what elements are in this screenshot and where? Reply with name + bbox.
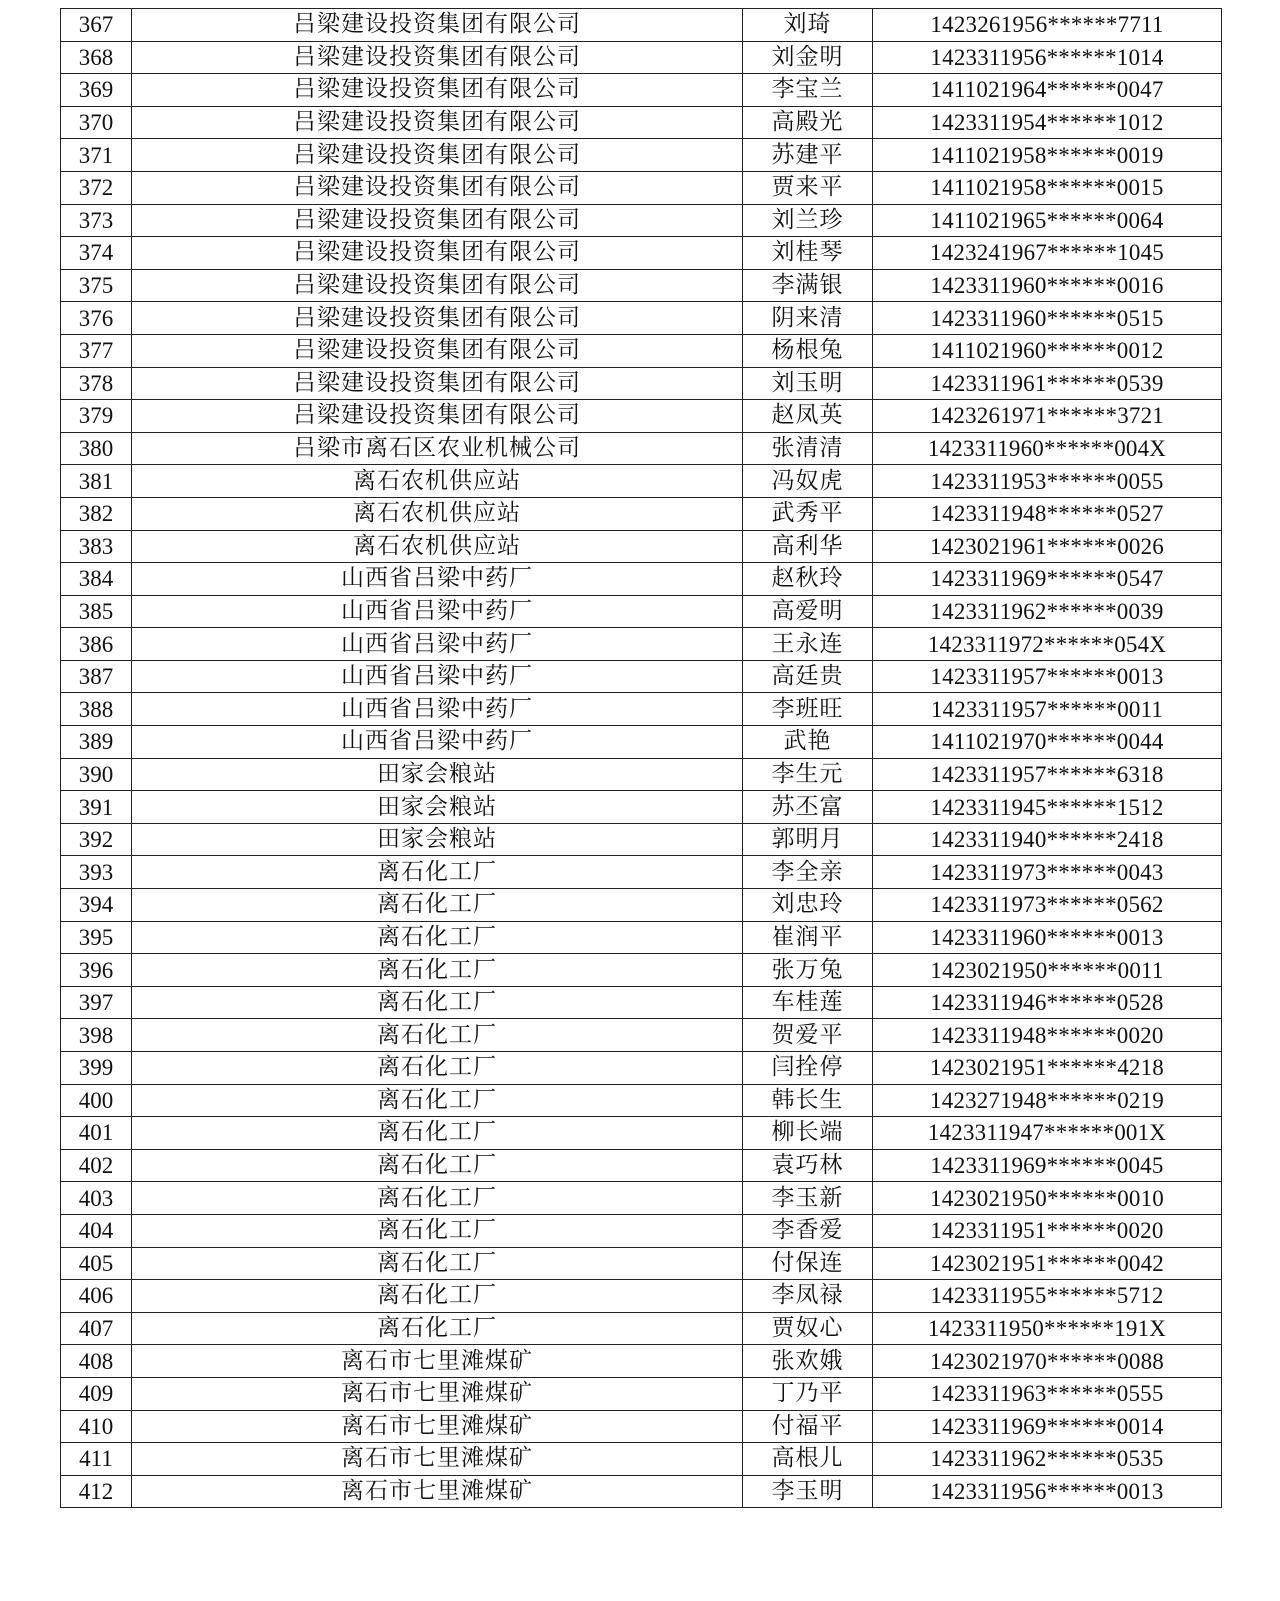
person-name: 李满银 [743, 269, 873, 302]
table-row [61, 171, 1222, 204]
id-number: 1423021951******0042 [873, 1247, 1222, 1280]
unit-name: 吕梁建设投资集团有限公司 [132, 302, 743, 335]
table-row [61, 791, 1222, 824]
row-number: 398 [61, 1019, 132, 1052]
table-row [61, 139, 1222, 172]
table-row [61, 1214, 1222, 1247]
id-number: 1423311945******1512 [873, 791, 1222, 824]
unit-name: 吕梁建设投资集团有限公司 [132, 400, 743, 433]
row-number: 385 [61, 595, 132, 628]
table-row [61, 1084, 1222, 1117]
id-number: 1423311954******1012 [873, 106, 1222, 139]
unit-name: 离石化工厂 [132, 921, 743, 954]
person-name: 袁巧林 [743, 1149, 873, 1182]
unit-name: 吕梁建设投资集团有限公司 [132, 269, 743, 302]
person-name: 苏丕富 [743, 791, 873, 824]
table-row [61, 269, 1222, 302]
person-name: 李凤禄 [743, 1280, 873, 1313]
id-number: 1423311972******054X [873, 628, 1222, 661]
person-name: 刘琦 [743, 9, 873, 42]
row-number: 379 [61, 400, 132, 433]
unit-name: 离石化工厂 [132, 889, 743, 922]
row-number: 392 [61, 823, 132, 856]
person-name: 崔润平 [743, 921, 873, 954]
unit-name: 离石化工厂 [132, 986, 743, 1019]
id-number: 1423311951******0020 [873, 1214, 1222, 1247]
id-number: 1423021951******4218 [873, 1052, 1222, 1085]
roster-table [60, 8, 1222, 1508]
id-number: 1411021960******0012 [873, 334, 1222, 367]
row-number: 384 [61, 563, 132, 596]
id-number: 1423021961******0026 [873, 530, 1222, 563]
id-number: 1423311940******2418 [873, 823, 1222, 856]
id-number: 1423261956******7711 [873, 9, 1222, 42]
id-number: 1411021958******0015 [873, 171, 1222, 204]
unit-name: 田家会粮站 [132, 823, 743, 856]
unit-name: 吕梁建设投资集团有限公司 [132, 74, 743, 107]
table-row [61, 1117, 1222, 1150]
row-number: 412 [61, 1475, 132, 1508]
row-number: 390 [61, 758, 132, 791]
unit-name: 山西省吕梁中药厂 [132, 726, 743, 759]
row-number: 406 [61, 1280, 132, 1313]
table-row [61, 1475, 1222, 1508]
table-row [61, 367, 1222, 400]
unit-name: 吕梁市离石区农业机械公司 [132, 432, 743, 465]
person-name: 贺爱平 [743, 1019, 873, 1052]
row-number: 367 [61, 9, 132, 42]
id-number: 1423311960******0515 [873, 302, 1222, 335]
table-row [61, 41, 1222, 74]
unit-name: 离石化工厂 [132, 954, 743, 987]
person-name: 刘玉明 [743, 367, 873, 400]
unit-name: 离石农机供应站 [132, 530, 743, 563]
id-number: 1411021965******0064 [873, 204, 1222, 237]
unit-name: 离石化工厂 [132, 1312, 743, 1345]
row-number: 407 [61, 1312, 132, 1345]
table-row [61, 1312, 1222, 1345]
unit-name: 离石化工厂 [132, 1214, 743, 1247]
id-number: 1423311957******0013 [873, 660, 1222, 693]
table-row [61, 758, 1222, 791]
table-row [61, 1280, 1222, 1313]
table-row [61, 334, 1222, 367]
person-name: 武艳 [743, 726, 873, 759]
unit-name: 离石农机供应站 [132, 465, 743, 498]
person-name: 李玉新 [743, 1182, 873, 1215]
person-name: 付福平 [743, 1410, 873, 1443]
id-number: 1423311957******6318 [873, 758, 1222, 791]
table-row [61, 1377, 1222, 1410]
person-name: 李全亲 [743, 856, 873, 889]
table-row [61, 628, 1222, 661]
row-number: 378 [61, 367, 132, 400]
table-row [61, 9, 1222, 42]
person-name: 高廷贵 [743, 660, 873, 693]
person-name: 贾来平 [743, 171, 873, 204]
row-number: 408 [61, 1345, 132, 1378]
row-number: 376 [61, 302, 132, 335]
unit-name: 吕梁建设投资集团有限公司 [132, 237, 743, 270]
unit-name: 离石市七里滩煤矿 [132, 1475, 743, 1508]
table-row [61, 1052, 1222, 1085]
table-row [61, 1019, 1222, 1052]
id-number: 1423311960******0013 [873, 921, 1222, 954]
table-row [61, 1149, 1222, 1182]
person-name: 刘忠玲 [743, 889, 873, 922]
row-number: 403 [61, 1182, 132, 1215]
row-number: 375 [61, 269, 132, 302]
row-number: 400 [61, 1084, 132, 1117]
id-number: 1423271948******0219 [873, 1084, 1222, 1117]
row-number: 404 [61, 1214, 132, 1247]
roster-table-body [61, 9, 1222, 1508]
person-name: 高利华 [743, 530, 873, 563]
row-number: 402 [61, 1149, 132, 1182]
table-row [61, 1410, 1222, 1443]
unit-name: 田家会粮站 [132, 758, 743, 791]
table-row [61, 693, 1222, 726]
row-number: 389 [61, 726, 132, 759]
person-name: 杨根兔 [743, 334, 873, 367]
person-name: 闫拴停 [743, 1052, 873, 1085]
table-row [61, 823, 1222, 856]
id-number: 1411021964******0047 [873, 74, 1222, 107]
person-name: 高殿光 [743, 106, 873, 139]
person-name: 刘金明 [743, 41, 873, 74]
unit-name: 离石市七里滩煤矿 [132, 1377, 743, 1410]
table-row [61, 74, 1222, 107]
table-row [61, 106, 1222, 139]
unit-name: 离石化工厂 [132, 1182, 743, 1215]
row-number: 391 [61, 791, 132, 824]
unit-name: 吕梁建设投资集团有限公司 [132, 334, 743, 367]
row-number: 393 [61, 856, 132, 889]
person-name: 阴来清 [743, 302, 873, 335]
table-row [61, 595, 1222, 628]
row-number: 387 [61, 660, 132, 693]
row-number: 373 [61, 204, 132, 237]
table-row [61, 497, 1222, 530]
row-number: 388 [61, 693, 132, 726]
row-number: 386 [61, 628, 132, 661]
person-name: 柳长端 [743, 1117, 873, 1150]
person-name: 张清清 [743, 432, 873, 465]
unit-name: 离石化工厂 [132, 1280, 743, 1313]
person-name: 赵秋玲 [743, 563, 873, 596]
table-row [61, 1182, 1222, 1215]
table-row [61, 1345, 1222, 1378]
table-row [61, 856, 1222, 889]
row-number: 380 [61, 432, 132, 465]
table-row [61, 400, 1222, 433]
person-name: 李香爱 [743, 1214, 873, 1247]
id-number: 1423311969******0547 [873, 563, 1222, 596]
row-number: 381 [61, 465, 132, 498]
row-number: 372 [61, 171, 132, 204]
person-name: 王永连 [743, 628, 873, 661]
person-name: 刘兰珍 [743, 204, 873, 237]
table-row [61, 954, 1222, 987]
person-name: 高根儿 [743, 1443, 873, 1476]
person-name: 贾奴心 [743, 1312, 873, 1345]
row-number: 401 [61, 1117, 132, 1150]
table-row [61, 726, 1222, 759]
id-number: 1423311960******0016 [873, 269, 1222, 302]
table-row [61, 530, 1222, 563]
unit-name: 吕梁建设投资集团有限公司 [132, 367, 743, 400]
person-name: 刘桂琴 [743, 237, 873, 270]
unit-name: 吕梁建设投资集团有限公司 [132, 139, 743, 172]
id-number: 1423311955******5712 [873, 1280, 1222, 1313]
id-number: 1423311946******0528 [873, 986, 1222, 1019]
id-number: 1423311960******004X [873, 432, 1222, 465]
row-number: 374 [61, 237, 132, 270]
unit-name: 吕梁建设投资集团有限公司 [132, 41, 743, 74]
person-name: 张欢娥 [743, 1345, 873, 1378]
unit-name: 吕梁建设投资集团有限公司 [132, 171, 743, 204]
person-name: 苏建平 [743, 139, 873, 172]
unit-name: 田家会粮站 [132, 791, 743, 824]
table-row [61, 986, 1222, 1019]
row-number: 399 [61, 1052, 132, 1085]
id-number: 1423311947******001X [873, 1117, 1222, 1150]
person-name: 李班旺 [743, 693, 873, 726]
row-number: 405 [61, 1247, 132, 1280]
row-number: 377 [61, 334, 132, 367]
id-number: 1423311950******191X [873, 1312, 1222, 1345]
row-number: 369 [61, 74, 132, 107]
unit-name: 离石化工厂 [132, 1084, 743, 1117]
id-number: 1423311963******0555 [873, 1377, 1222, 1410]
person-name: 冯奴虎 [743, 465, 873, 498]
unit-name: 离石市七里滩煤矿 [132, 1410, 743, 1443]
unit-name: 离石化工厂 [132, 1149, 743, 1182]
table-row [61, 465, 1222, 498]
row-number: 382 [61, 497, 132, 530]
row-number: 411 [61, 1443, 132, 1476]
person-name: 赵凤英 [743, 400, 873, 433]
unit-name: 山西省吕梁中药厂 [132, 660, 743, 693]
id-number: 1423311948******0527 [873, 497, 1222, 530]
unit-name: 山西省吕梁中药厂 [132, 595, 743, 628]
id-number: 1423311969******0045 [873, 1149, 1222, 1182]
unit-name: 离石化工厂 [132, 1117, 743, 1150]
row-number: 368 [61, 41, 132, 74]
unit-name: 离石化工厂 [132, 1052, 743, 1085]
table-row [61, 204, 1222, 237]
table-row [61, 432, 1222, 465]
unit-name: 离石农机供应站 [132, 497, 743, 530]
person-name: 丁乃平 [743, 1377, 873, 1410]
id-number: 1423021950******0010 [873, 1182, 1222, 1215]
unit-name: 离石市七里滩煤矿 [132, 1345, 743, 1378]
table-row [61, 921, 1222, 954]
id-number: 1423311962******0535 [873, 1443, 1222, 1476]
id-number: 1423311973******0043 [873, 856, 1222, 889]
id-number: 1423021970******0088 [873, 1345, 1222, 1378]
unit-name: 离石市七里滩煤矿 [132, 1443, 743, 1476]
person-name: 李玉明 [743, 1475, 873, 1508]
id-number: 1423311957******0011 [873, 693, 1222, 726]
row-number: 395 [61, 921, 132, 954]
table-row [61, 1247, 1222, 1280]
id-number: 1423241967******1045 [873, 237, 1222, 270]
row-number: 397 [61, 986, 132, 1019]
table-row [61, 302, 1222, 335]
person-name: 李生元 [743, 758, 873, 791]
unit-name: 吕梁建设投资集团有限公司 [132, 204, 743, 237]
person-name: 张万兔 [743, 954, 873, 987]
row-number: 394 [61, 889, 132, 922]
unit-name: 离石化工厂 [132, 856, 743, 889]
unit-name: 吕梁建设投资集团有限公司 [132, 106, 743, 139]
id-number: 1423311948******0020 [873, 1019, 1222, 1052]
row-number: 383 [61, 530, 132, 563]
table-row [61, 660, 1222, 693]
id-number: 1423311973******0562 [873, 889, 1222, 922]
unit-name: 山西省吕梁中药厂 [132, 563, 743, 596]
person-name: 武秀平 [743, 497, 873, 530]
unit-name: 山西省吕梁中药厂 [132, 628, 743, 661]
person-name: 韩长生 [743, 1084, 873, 1117]
id-number: 1423311953******0055 [873, 465, 1222, 498]
id-number: 1423311961******0539 [873, 367, 1222, 400]
table-row [61, 889, 1222, 922]
unit-name: 吕梁建设投资集团有限公司 [132, 9, 743, 42]
unit-name: 山西省吕梁中药厂 [132, 693, 743, 726]
table-row [61, 237, 1222, 270]
person-name: 车桂莲 [743, 986, 873, 1019]
row-number: 410 [61, 1410, 132, 1443]
table-row [61, 1443, 1222, 1476]
id-number: 1423311956******0013 [873, 1475, 1222, 1508]
id-number: 1423311969******0014 [873, 1410, 1222, 1443]
id-number: 1411021958******0019 [873, 139, 1222, 172]
id-number: 1423311962******0039 [873, 595, 1222, 628]
person-name: 付保连 [743, 1247, 873, 1280]
row-number: 370 [61, 106, 132, 139]
id-number: 1423311956******1014 [873, 41, 1222, 74]
id-number: 1423021950******0011 [873, 954, 1222, 987]
row-number: 371 [61, 139, 132, 172]
row-number: 409 [61, 1377, 132, 1410]
id-number: 1411021970******0044 [873, 726, 1222, 759]
person-name: 高爱明 [743, 595, 873, 628]
unit-name: 离石化工厂 [132, 1247, 743, 1280]
id-number: 1423261971******3721 [873, 400, 1222, 433]
person-name: 郭明月 [743, 823, 873, 856]
row-number: 396 [61, 954, 132, 987]
person-name: 李宝兰 [743, 74, 873, 107]
table-row [61, 563, 1222, 596]
unit-name: 离石化工厂 [132, 1019, 743, 1052]
